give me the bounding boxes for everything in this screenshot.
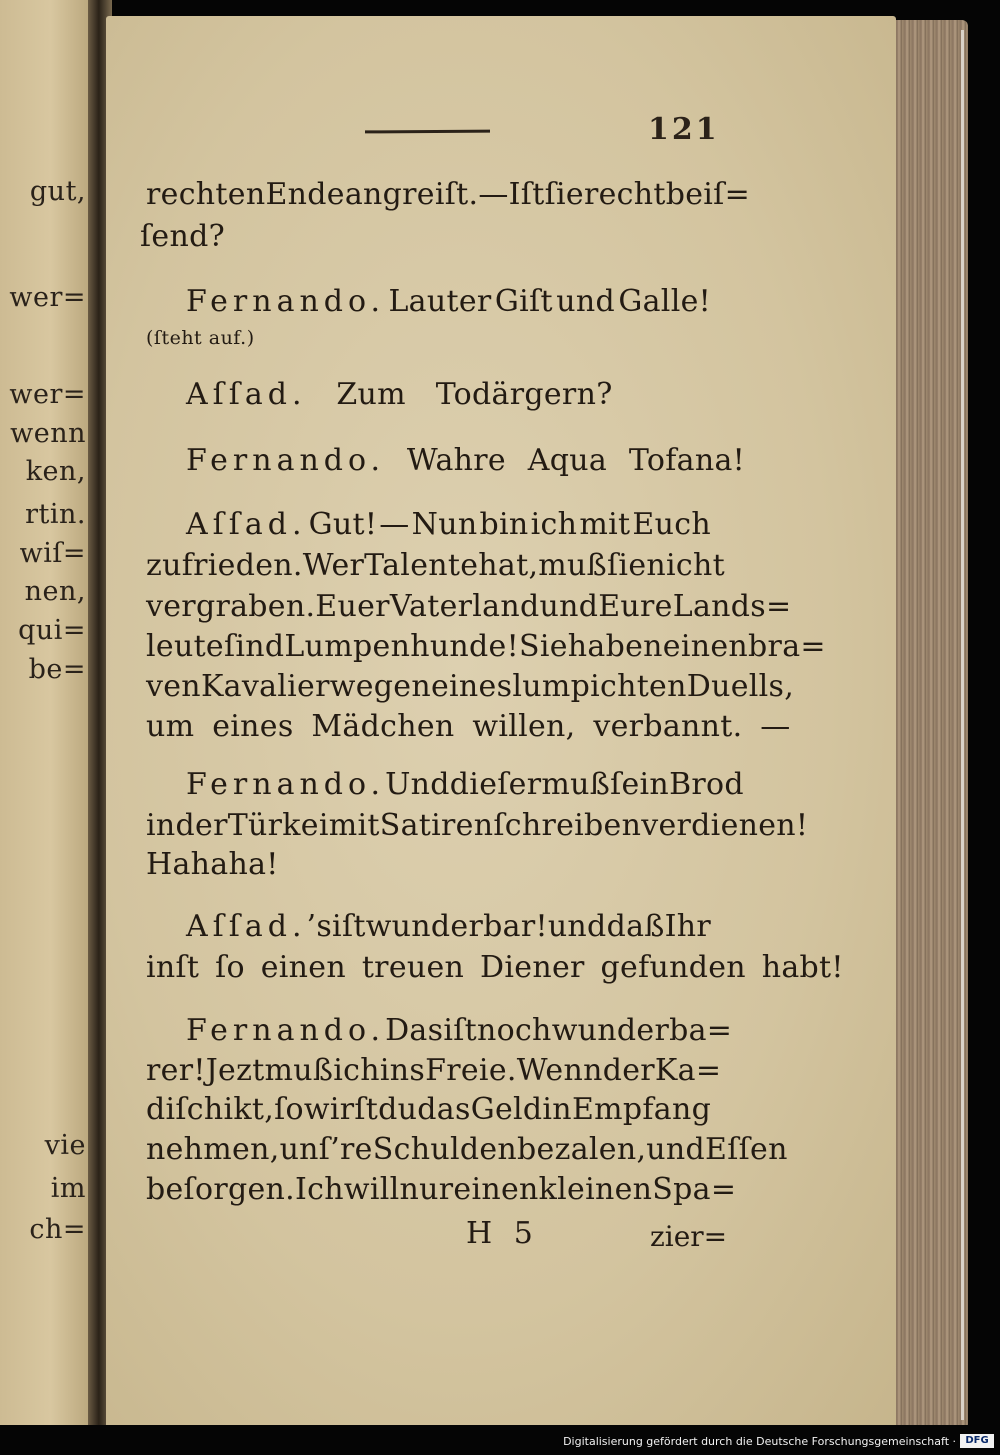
left-page-line: ch= [29, 1214, 86, 1245]
left-page-line: wenn [10, 418, 86, 449]
left-page-line: rtin. [25, 499, 86, 530]
left-page-line: vie [44, 1130, 86, 1161]
speaker-name: Aſſad. [186, 377, 307, 412]
dfg-logo: DFG [960, 1434, 994, 1448]
signature-mark: H 5 [466, 1216, 539, 1251]
text-line: Aſſad. ’s iſt wunderbar! und daß Ihr [186, 909, 712, 944]
left-page-line: wer= [9, 282, 86, 313]
speaker-name: Fernando. [186, 284, 386, 319]
text-line: ſend? [140, 219, 225, 254]
speaker-name: Aſſad. [186, 909, 307, 944]
text-line: leute ſind Lumpenhunde! Sie haben einen bra= [146, 629, 826, 664]
text-line: nehmen, unſ’re Schulden bezalen, und Eſſen [146, 1132, 788, 1167]
speaker-name: Fernando. [186, 443, 386, 478]
left-page-line: wer= [9, 379, 86, 410]
text-line: um eines Mädchen willen, verbannt. — [146, 709, 791, 744]
left-page-line: wiſ= [19, 538, 86, 569]
left-page-line: gut, [29, 176, 86, 207]
speaker-name: Aſſad. [186, 507, 307, 542]
left-page-line: qui= [18, 615, 86, 646]
text-line: vergraben. Euer Vaterland und Eure Lands= [146, 589, 792, 624]
text-line: Fernando. Wahre Aqua Tofana! [186, 443, 746, 478]
speaker-name: Fernando. [186, 767, 386, 802]
text-line: Fernando. Lauter Giſt und Galle! [186, 284, 711, 319]
text-line: ven Kavalier wegen eines lumpichten Duells, [146, 669, 795, 704]
text-line: beſorgen. Ich will nur einen kleinen Spa= [146, 1172, 737, 1207]
left-page-line: nen, [24, 576, 86, 607]
text-line: Fernando. Und dieſer muß ſein Brod [186, 767, 744, 802]
page-number: 121 [648, 112, 720, 147]
text-line: Fernando. Das iſt noch wunderba= [186, 1013, 733, 1048]
text-line: Hahaha! [146, 847, 279, 882]
previous-page-fragment [0, 0, 92, 1425]
left-page-line: ken, [25, 456, 86, 487]
text-line: rer! Jezt muß ich ins Freie. Wenn der Ka= [146, 1053, 722, 1088]
text-line: in der Türkei mit Satirenſchreiben verdienen! [146, 808, 809, 843]
text-line: inſt ſo einen treuen Diener gefunden habt! [146, 950, 844, 985]
text-line: di ſchikt, ſo wirſt du das Geld in Empfang [146, 1092, 712, 1127]
speaker-name: Fernando. [186, 1013, 386, 1048]
catchword: zier= [650, 1220, 728, 1253]
text-line: rechten Ende angreiſt. — Iſt ſie recht beiſ= [146, 177, 751, 212]
text-line: Aſſad. Zum Todärgern? [186, 377, 613, 412]
digitization-credit: Digitalisierung gefördert durch die Deutsche Forschungsgemeinschaft · [563, 1435, 956, 1448]
text-line: Aſſad. Gut! — Nun bin ich mit Euch [186, 507, 711, 542]
stage-direction: (ſteht auf.) [146, 327, 255, 349]
left-page-line: im [50, 1173, 86, 1204]
text-line: zufrieden. Wer Talente hat, muß ſie nicht [146, 548, 725, 583]
left-page-line: be= [28, 654, 86, 685]
